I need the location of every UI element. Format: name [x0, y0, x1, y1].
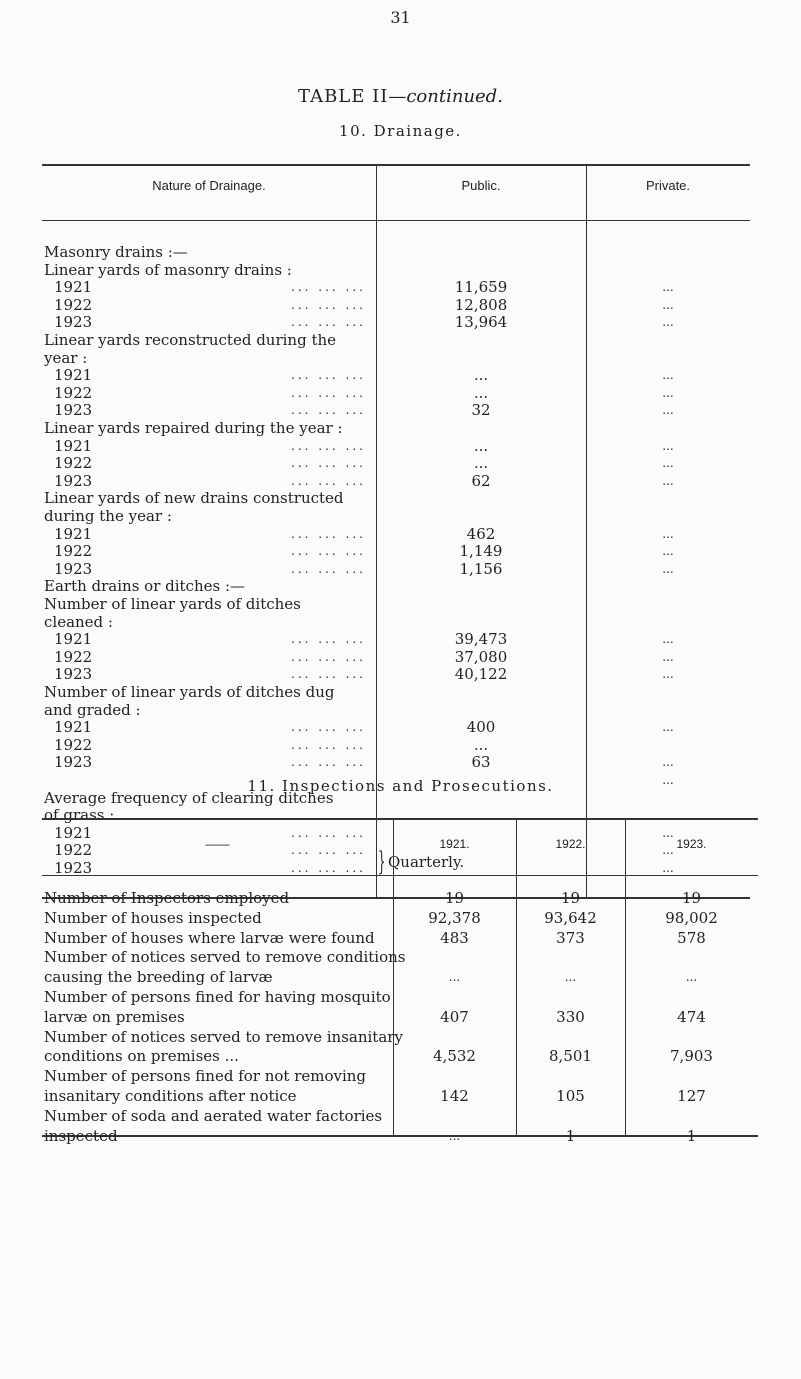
page-number: 31: [390, 8, 411, 27]
drainage-private-value: ...: [662, 526, 674, 541]
drainage-row-leader: ... ... ...: [291, 632, 366, 647]
inspections-value-2: 330: [556, 1007, 585, 1026]
drainage-row-label: 1922: [54, 383, 93, 402]
drainage-row-label: 1921: [54, 436, 93, 455]
inspections-row-label: Number of persons fined for having mosquito: [44, 988, 391, 1006]
drainage-private-value: ...: [662, 297, 674, 312]
drainage-header-1: Public.: [461, 178, 501, 193]
inspections-value-2: 105: [556, 1087, 585, 1105]
drainage-row-label: 1923: [54, 559, 93, 578]
drainage-private-value: ...: [662, 385, 674, 400]
inspections-value-3: 474: [677, 1007, 706, 1026]
drainage-row-label: 1922: [54, 542, 93, 561]
drainage-row-label: Masonry drains :—: [44, 243, 188, 261]
drainage-row-leader: ... ... ...: [291, 544, 366, 559]
inspections-value-1: 483: [440, 928, 469, 947]
drainage-row-label: and graded :: [44, 700, 141, 719]
drainage-private-value: ...: [662, 280, 674, 295]
drainage-public-value: 39,473: [454, 630, 508, 649]
drainage-row-label: 1921: [54, 278, 93, 297]
drainage-row-label: 1921: [54, 823, 93, 842]
drainage-row-leader: ... ... ...: [291, 456, 366, 471]
drainage-public-value: 63: [471, 753, 491, 772]
drainage-public-value: ...: [473, 436, 489, 455]
inspections-value-1: 92,378: [428, 908, 481, 927]
inspections-value-3: 98,002: [665, 908, 718, 927]
drainage-row-label: Average frequency of clearing ditches: [44, 788, 334, 807]
inspections-value-2: 93,642: [544, 908, 597, 927]
drainage-row-leader: ... ... ...: [291, 561, 366, 576]
inspections-row-label: Number of houses where larvæ were found: [44, 928, 375, 947]
inspections-value-3: 7,903: [670, 1047, 713, 1066]
drainage-row-label: 1922: [54, 735, 93, 754]
drainage-top-rule: [42, 164, 750, 166]
section-11-title: 11. Inspections and Prosecutions.: [247, 777, 554, 795]
drainage-private-value: ...: [662, 632, 674, 647]
drainage-public-value: 462: [466, 524, 496, 543]
drainage-row-label: 1923: [54, 753, 93, 772]
drainage-row-label: 1922: [54, 841, 93, 860]
drainage-row-leader: ... ... ...: [291, 649, 366, 664]
drainage-private-value: ...: [662, 368, 674, 383]
drainage-row-label: cleaned :: [44, 612, 113, 631]
drainage-row-leader: ... ... ...: [291, 755, 366, 770]
drainage-header-rule: [42, 220, 750, 221]
inspections-value-3: 578: [677, 928, 706, 947]
quarterly-note: Quarterly.: [388, 853, 465, 871]
drainage-row-leader: ... ... ...: [291, 403, 366, 418]
inspections-value-3: 127: [677, 1087, 706, 1105]
inspections-row-label: Number of Inspectors employed: [44, 889, 290, 907]
inspections-row-label: Number of persons fined for not removing: [44, 1067, 367, 1086]
drainage-row-label: 1921: [54, 524, 93, 543]
drainage-row-leader: ... ... ...: [291, 315, 366, 330]
drainage-row-label: 1921: [54, 630, 93, 649]
drainage-public-value: ...: [473, 366, 489, 385]
inspections-row-label: insanitary conditions after notice: [44, 1087, 297, 1105]
table-title-continued: —continued.: [388, 86, 503, 107]
inspections-value-3: ...: [685, 970, 698, 985]
drainage-private-value: ...: [662, 773, 674, 787]
inspections-row-label: inspected: [44, 1126, 118, 1145]
drainage-private-value: ...: [662, 473, 674, 488]
drainage-row-leader: ... ... ...: [291, 526, 366, 541]
drainage-public-value: 1,156: [459, 559, 503, 578]
drainage-row-label: Linear yards reconstructed during the: [44, 331, 337, 349]
inspections-value-1: ...: [448, 1128, 461, 1143]
drainage-row-label: 1922: [54, 454, 93, 473]
drainage-row-label: year :: [44, 348, 88, 367]
drainage-row-label: 1923: [54, 401, 93, 420]
drainage-private-value: ...: [662, 456, 674, 471]
drainage-row-label: 1923: [54, 313, 93, 332]
drainage-public-value: 400: [466, 718, 496, 737]
inspections-row-label: Number of houses inspected: [44, 908, 262, 927]
drainage-header-0: Nature of Drainage.: [152, 178, 266, 193]
inspections-value-3: 19: [681, 889, 702, 907]
inspections-value-1: ...: [448, 970, 461, 985]
drainage-row-label: Linear yards repaired during the year :: [44, 419, 343, 437]
drainage-row-label: 1923: [54, 859, 93, 877]
drainage-private-value: ...: [662, 720, 674, 735]
drainage-row-leader: ... ... ...: [291, 438, 366, 453]
inspections-header-rule: [42, 875, 758, 876]
drainage-row-label: Linear yards of new drains constructed: [44, 489, 344, 508]
inspections-top-rule: [42, 818, 758, 820]
drainage-private-value: ...: [662, 649, 674, 664]
drainage-row-leader: ... ... ...: [291, 737, 366, 752]
drainage-public-value: 1,149: [459, 542, 503, 561]
inspections-header-2: 1922.: [555, 837, 586, 851]
drainage-private-value: ...: [662, 438, 674, 453]
drainage-row-label: Number of linear yards of ditches dug: [44, 683, 335, 701]
inspections-value-2: ...: [564, 970, 577, 985]
drainage-header-2: Private.: [645, 178, 691, 193]
drainage-private-value: ...: [662, 403, 674, 418]
inspections-value-1: 142: [440, 1087, 469, 1105]
inspections-row-label: Number of soda and aerated water factories: [44, 1106, 383, 1125]
inspections-header-0: ——: [205, 837, 230, 851]
drainage-row-label: 1921: [54, 366, 93, 385]
quarterly-brace: }: [378, 847, 386, 877]
inspections-row-label: larvæ on premises: [44, 1007, 185, 1026]
drainage-public-value: 13,964: [454, 313, 508, 332]
drainage-public-value: 37,080: [454, 647, 508, 666]
inspections-value-1: 4,532: [433, 1047, 476, 1066]
inspections-value-2: 19: [560, 889, 581, 907]
inspections-value-1: 407: [440, 1007, 469, 1026]
drainage-public-value: ...: [473, 735, 489, 754]
drainage-row-leader: ... ... ...: [291, 385, 366, 400]
inspections-value-2: 1: [565, 1126, 576, 1145]
drainage-private-value: ...: [662, 755, 674, 770]
drainage-private-value: ...: [662, 861, 674, 875]
drainage-row-label: Number of linear yards of ditches: [44, 595, 301, 613]
drainage-public-value: 12,808: [454, 295, 508, 314]
drainage-row-label: during the year :: [44, 507, 172, 525]
drainage-row-label: 1923: [54, 665, 93, 684]
drainage-public-value: 62: [471, 471, 491, 490]
drainage-row-label: 1922: [54, 295, 93, 314]
inspections-value-1: 19: [444, 889, 465, 907]
drainage-row-leader: ... ... ...: [291, 843, 366, 858]
drainage-row-label: Earth drains or ditches :—: [44, 577, 246, 596]
drainage-row-leader: ... ... ...: [291, 473, 366, 488]
drainage-public-value: ...: [473, 383, 489, 402]
drainage-row-leader: ... ... ...: [291, 861, 366, 875]
inspections-value-2: 373: [556, 928, 585, 947]
drainage-private-value: ...: [662, 667, 674, 682]
drainage-row-label: 1923: [54, 471, 93, 490]
inspections-row-label: causing the breeding of larvæ: [44, 968, 273, 987]
drainage-public-value: 32: [471, 401, 491, 420]
drainage-private-value: ...: [662, 315, 674, 330]
drainage-row-label: 1922: [54, 647, 93, 666]
drainage-row-leader: ... ... ...: [291, 297, 366, 312]
drainage-row-label: of grass :: [44, 806, 115, 825]
drainage-row-leader: ... ... ...: [291, 720, 366, 735]
inspections-header-3: 1923.: [676, 837, 707, 851]
drainage-private-value: ...: [662, 561, 674, 576]
inspections-row-label: conditions on premises ...: [44, 1047, 239, 1066]
drainage-private-value: ...: [662, 825, 674, 840]
drainage-row-label: Linear yards of masonry drains :: [44, 260, 292, 279]
drainage-row-leader: ... ... ...: [291, 368, 366, 383]
inspections-row-label: Number of notices served to remove conditions: [44, 948, 406, 967]
table-title: [0, 86, 801, 107]
drainage-private-value: ...: [662, 544, 674, 559]
drainage-public-value: ...: [473, 454, 489, 473]
drainage-row-leader: ... ... ...: [291, 280, 366, 295]
section-10-title: 10. Drainage.: [339, 122, 462, 140]
drainage-row-leader: ... ... ...: [291, 825, 366, 840]
drainage-row-leader: ... ... ...: [291, 667, 366, 682]
drainage-public-value: 11,659: [454, 278, 508, 297]
inspections-header-1: 1921.: [439, 837, 470, 851]
drainage-row-label: 1921: [54, 718, 93, 737]
inspections-row-label: Number of notices served to remove insanitary: [44, 1027, 403, 1046]
inspections-value-3: 1: [686, 1126, 697, 1145]
inspections-value-2: 8,501: [549, 1047, 592, 1066]
drainage-public-value: 40,122: [454, 665, 508, 684]
table-title-main: TABLE II: [298, 86, 389, 107]
drainage-private-value: ...: [662, 843, 674, 858]
